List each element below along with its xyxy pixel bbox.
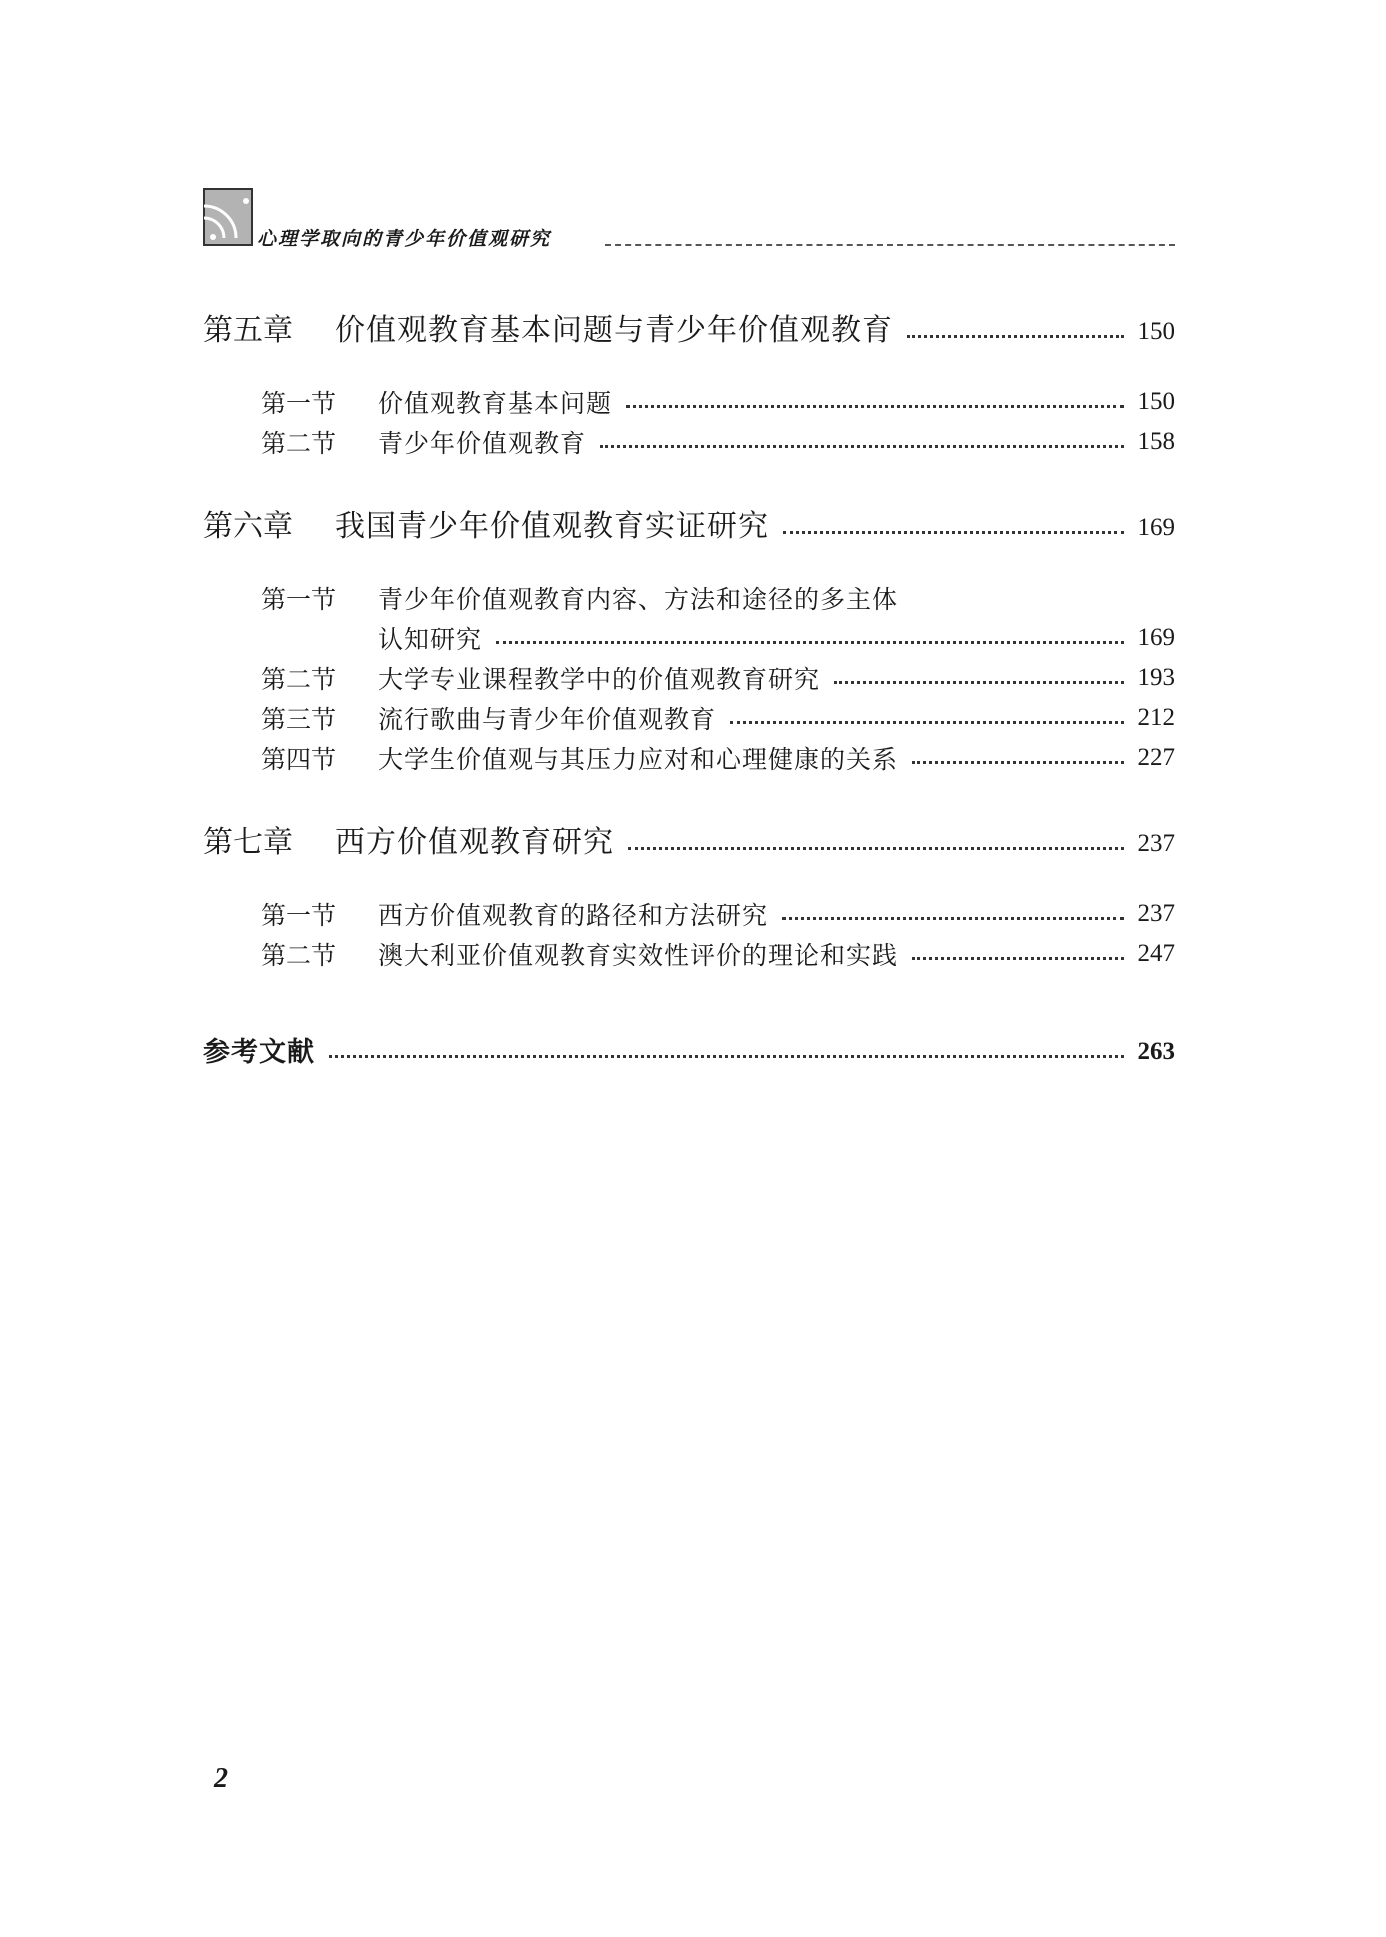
section-page: 227 [1137,744,1175,771]
section-page: 169 [1137,624,1175,651]
dot-leader [329,1054,1124,1058]
toc-section-5-2[interactable] [203,416,1175,456]
dot-leader [907,334,1124,338]
header-dashed-rule [605,244,1175,246]
section-page: 193 [1137,664,1175,691]
toc-section-7-1[interactable] [203,888,1175,928]
section-title-line1: 青少年价值观教育内容、方法和途径的多主体 [378,585,899,614]
dot-leader [783,530,1124,534]
chapter-label: 第七章 [203,825,293,860]
references-title: 参考文献 [203,1037,315,1068]
quarter-arcs-logo-icon [203,188,253,246]
toc-section-6-1-line1[interactable] [203,572,1175,612]
chapter-title: 西方价值观教育研究 [335,825,614,860]
running-header [203,188,1175,252]
dot-leader [496,640,1123,644]
section-title: 大学生价值观与其压力应对和心理健康的关系 [378,745,899,774]
section-label: 第二节 [261,665,337,694]
toc-section-6-1-line2[interactable] [203,612,1175,652]
table-of-contents [203,296,1175,1066]
chapter-title: 我国青少年价值观教育实证研究 [335,509,769,544]
references-page: 263 [1137,1038,1175,1065]
section-label: 第一节 [261,389,337,418]
toc-chapter-7[interactable] [203,808,1175,858]
section-title: 大学专业课程教学中的价值观教育研究 [378,665,821,694]
section-label: 第二节 [261,429,337,458]
section-label: 第一节 [261,901,337,930]
dot-leader [626,404,1123,408]
toc-references[interactable] [203,1026,1175,1066]
running-header-title: 心理学取向的青少年价值观研究 [257,228,552,250]
chapter-label: 第五章 [203,313,293,348]
section-label: 第一节 [261,585,337,614]
section-title: 价值观教育基本问题 [378,389,613,418]
dot-leader [912,956,1123,960]
section-title: 澳大利亚价值观教育实效性评价的理论和实践 [378,941,899,970]
toc-section-6-4[interactable] [203,732,1175,772]
dot-leader [628,846,1124,850]
page-number: 2 [214,1763,228,1794]
section-label: 第三节 [261,705,337,734]
toc-section-6-3[interactable] [203,692,1175,732]
dot-leader [834,680,1123,684]
toc-chapter-6[interactable] [203,492,1175,542]
toc-section-7-2[interactable] [203,928,1175,968]
section-title: 青少年价值观教育 [378,429,587,458]
toc-section-6-2[interactable] [203,652,1175,692]
section-page: 247 [1137,940,1175,967]
section-label: 第四节 [261,745,337,774]
section-title: 西方价值观教育的路径和方法研究 [378,901,769,930]
section-title: 流行歌曲与青少年价值观教育 [378,705,717,734]
section-page: 158 [1137,428,1175,455]
section-label: 第二节 [261,941,337,970]
chapter-title: 价值观教育基本问题与青少年价值观教育 [335,313,893,348]
section-page: 212 [1137,704,1175,731]
section-page: 150 [1137,388,1175,415]
chapter-page: 150 [1137,318,1175,345]
dot-leader [600,444,1123,448]
chapter-label: 第六章 [203,509,293,544]
chapter-page: 237 [1137,830,1175,857]
dot-leader [912,760,1123,764]
section-page: 237 [1137,900,1175,927]
dot-leader [782,916,1123,920]
chapter-page: 169 [1137,514,1175,541]
toc-section-5-1[interactable] [203,376,1175,416]
dot-leader [730,720,1123,724]
toc-chapter-5[interactable] [203,296,1175,346]
section-title-line2: 认知研究 [378,625,483,654]
